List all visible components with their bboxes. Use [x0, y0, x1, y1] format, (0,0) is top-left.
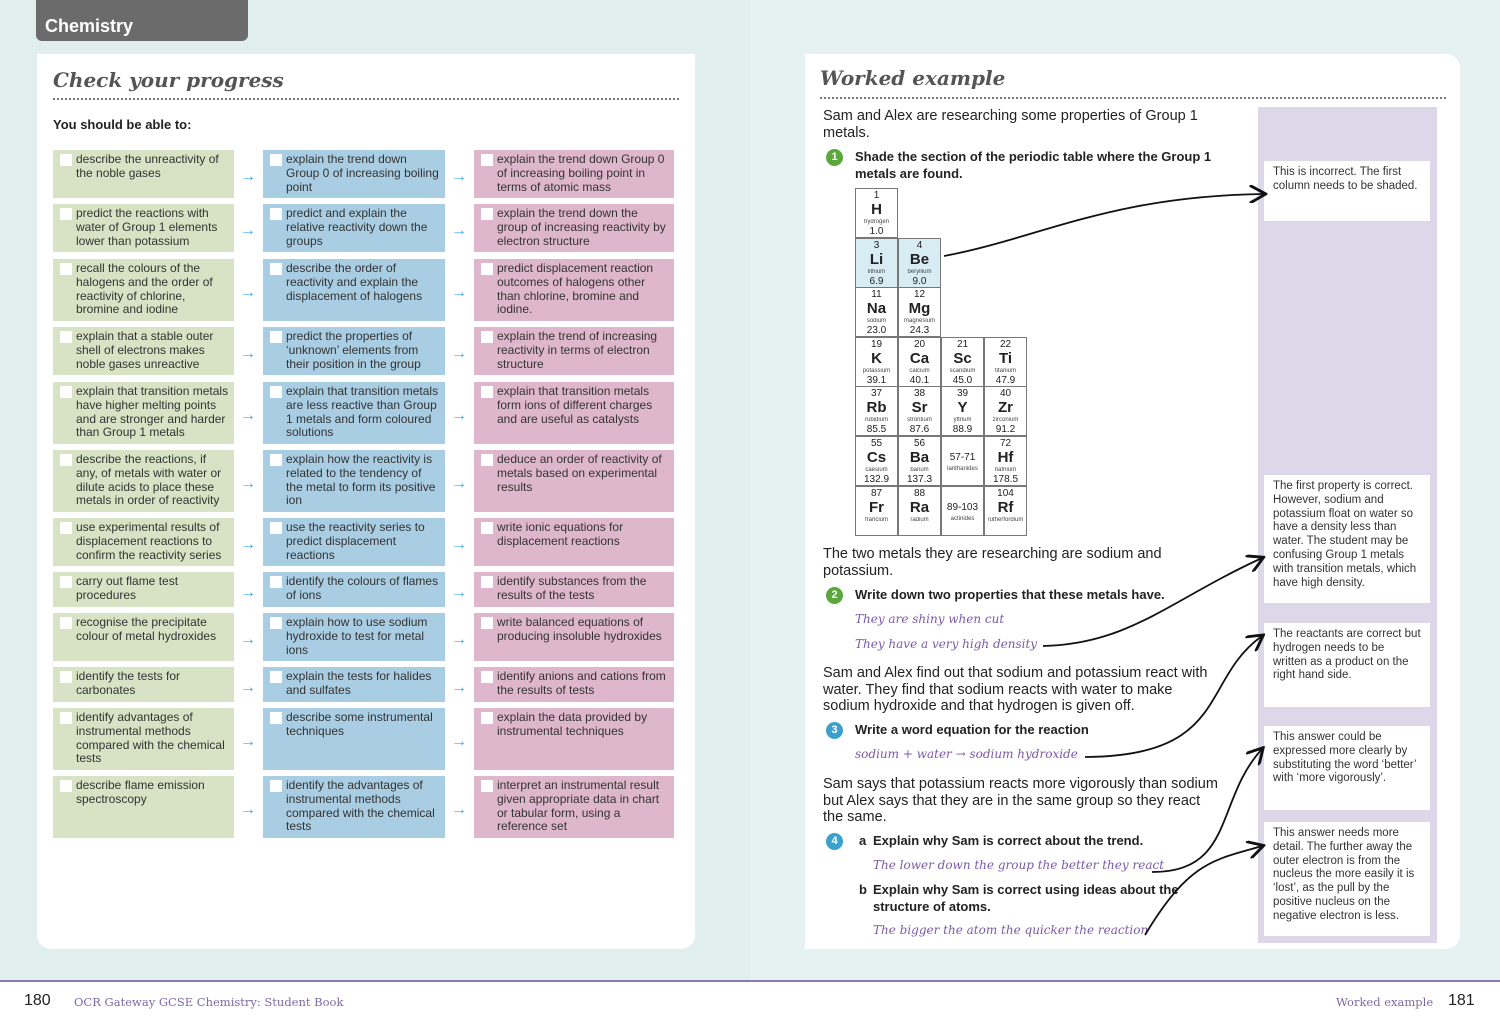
- answer-2a: They are shiny when cut: [855, 612, 1005, 626]
- progress-item-text: use experimental results of displacement reactions to confirm the reactivity series: [76, 520, 222, 562]
- progress-item-standard: [263, 613, 445, 661]
- atomic-mass: 88.9: [952, 424, 973, 436]
- element-symbol: Ca: [909, 349, 930, 367]
- element-symbol: Sr: [911, 399, 928, 417]
- progression-arrow-icon: →: [451, 345, 467, 362]
- checkbox[interactable]: [60, 671, 72, 683]
- atomic-number: 11: [871, 289, 882, 301]
- question-number-1: 1: [826, 149, 843, 166]
- checkbox[interactable]: [270, 208, 282, 220]
- element-cell[interactable]: [855, 337, 898, 387]
- checkbox[interactable]: [270, 331, 282, 343]
- element-symbol: Fr: [869, 498, 884, 516]
- atomic-number: 38: [913, 388, 926, 400]
- element-name: caesium: [865, 467, 888, 473]
- progress-item-higher: [474, 613, 674, 661]
- check-progress-heading: Check your progress: [53, 68, 284, 92]
- checkbox[interactable]: [60, 154, 72, 166]
- element-cell[interactable]: [855, 188, 898, 238]
- worked-example-heading: Worked example: [820, 66, 1006, 90]
- progress-item-higher: [474, 382, 674, 444]
- atomic-number: 1: [873, 190, 880, 201]
- progress-item-foundation: [53, 776, 234, 838]
- checkbox[interactable]: [270, 780, 282, 792]
- progress-item-text: explain the tests for halides and sulfates: [286, 669, 432, 697]
- element-name: radium: [910, 516, 929, 523]
- left-page-number: 180: [24, 992, 51, 1009]
- checkbox[interactable]: [481, 671, 493, 683]
- element-name: yttrium: [953, 417, 972, 424]
- element-cell[interactable]: [855, 486, 898, 536]
- progress-item-standard: [263, 708, 445, 770]
- atomic-mass: 47.9: [995, 374, 1016, 386]
- checkbox[interactable]: [60, 712, 72, 724]
- element-cell[interactable]: [984, 337, 1027, 387]
- checkbox[interactable]: [60, 617, 72, 629]
- checkbox[interactable]: [60, 331, 72, 343]
- checkbox[interactable]: [270, 617, 282, 629]
- checkbox[interactable]: [481, 331, 493, 343]
- progression-arrow-icon: →: [240, 583, 256, 601]
- element-name: hydrogen: [863, 219, 890, 225]
- atomic-mass: 178.5: [992, 474, 1019, 485]
- progression-arrow-icon: →: [451, 678, 467, 696]
- progress-item-higher: [474, 204, 674, 252]
- comment-5: This answer needs more detail. The further away the outer electron is from the nucleus the more easily it is ‘lost’, as the pull by the positive nucleus on the negative electron is less.: [1264, 822, 1430, 936]
- atomic-mass: 137.3: [906, 474, 933, 485]
- progress-item-text: write balanced equations of producing insoluble hydroxides: [497, 615, 662, 643]
- progression-arrow-icon: →: [240, 801, 256, 818]
- atomic-number: 88: [913, 487, 926, 499]
- checkbox[interactable]: [270, 576, 282, 588]
- atomic-mass: 85.5: [866, 424, 887, 436]
- progress-item-text: describe some instrumental techniques: [286, 710, 433, 738]
- atomic-mass: 23.0: [866, 325, 887, 337]
- progress-item-higher: [474, 150, 674, 198]
- element-symbol: Na: [866, 300, 887, 318]
- progress-item-text: predict and explain the relative reactivity down the groups: [286, 206, 428, 248]
- element-name: strontium: [907, 417, 932, 424]
- progress-item-text: identify the colours of flames of ions: [286, 574, 439, 602]
- progress-item-standard: [263, 327, 445, 375]
- paragraph-4: Sam says that potassium reacts more vigorously than sodium but Alex says that they are in the same group so they react the same.: [823, 776, 1218, 825]
- element-name: zirconium: [992, 417, 1019, 424]
- atomic-mass: 91.2: [995, 424, 1016, 436]
- progress-item-higher: [474, 776, 674, 838]
- progression-arrow-icon: →: [451, 801, 467, 818]
- element-cell[interactable]: [941, 486, 984, 536]
- element-symbol: Ra: [909, 498, 930, 516]
- progress-item-text: explain that transition metals form ions of different charges and are useful as catalysts: [497, 384, 653, 426]
- progress-item-text: predict the reactions with water of Group 1 elements lower than potassium: [76, 206, 218, 248]
- atomic-number: 104: [997, 487, 1014, 499]
- question-2-text: Write down two properties that these metals have.: [855, 587, 1165, 602]
- comment-2: The first property is correct. However, sodium and potassium float on water so have a density less than water. The student may be confusing Group 1 metals with transition metals, which have high density.: [1264, 475, 1430, 603]
- atomic-mass: 24.3: [909, 325, 930, 337]
- progression-arrow-icon: →: [240, 345, 256, 362]
- progress-item-text: predict displacement reaction outcomes of halogens other than chlorine, bromine and iodine.: [497, 261, 654, 317]
- progress-item-standard: [263, 667, 445, 702]
- progress-item-text: carry out flame test procedures: [76, 574, 179, 602]
- progression-arrow-icon: →: [451, 631, 467, 648]
- atomic-mass: 9.0: [912, 275, 927, 287]
- book-title: OCR Gateway GCSE Chemistry: Student Book: [74, 995, 344, 1009]
- progression-arrow-icon: →: [451, 475, 467, 492]
- progress-item-text: predict the properties of ‘unknown’ elements from their position in the group: [286, 329, 421, 371]
- atomic-number: 12: [913, 289, 926, 301]
- progress-item-text: explain the trend of increasing reactivity in terms of electron structure: [497, 329, 658, 371]
- progress-item-higher: [474, 450, 674, 512]
- progress-item-higher: [474, 259, 674, 321]
- element-name: lithium: [867, 268, 886, 275]
- progress-item-foundation: [53, 382, 234, 444]
- atomic-number: 40: [999, 388, 1012, 400]
- checkbox[interactable]: [60, 454, 72, 466]
- question-1-text: Shade the section of the periodic table where the Group 1 metals are found.: [855, 149, 1212, 181]
- progress-subheading: You should be able to:: [53, 117, 192, 132]
- atomic-number: 19: [870, 338, 883, 350]
- checkbox[interactable]: [481, 780, 493, 792]
- paragraph-2: The two metals they are researching are sodium and potassium.: [823, 546, 1162, 579]
- chapter-tab: Chemistry: [36, 0, 248, 41]
- atomic-number: 4: [916, 239, 923, 251]
- progression-arrow-icon: →: [240, 678, 256, 696]
- progression-arrow-icon: →: [451, 284, 467, 301]
- checkbox[interactable]: [481, 712, 493, 724]
- atomic-number: 72: [999, 438, 1012, 449]
- checkbox[interactable]: [481, 263, 493, 275]
- progression-arrow-icon: →: [451, 583, 467, 601]
- element-name: calcium: [909, 367, 930, 374]
- checkbox[interactable]: [481, 576, 493, 588]
- checkbox[interactable]: [481, 208, 493, 220]
- progression-arrow-icon: →: [240, 407, 256, 424]
- element-name: magnesium: [903, 318, 935, 325]
- atomic-mass: 132.9: [863, 474, 890, 485]
- element-symbol: Be: [909, 250, 930, 268]
- progress-item-foundation: [53, 204, 234, 252]
- progress-item-standard: [263, 518, 445, 566]
- progress-item-higher: [474, 327, 674, 375]
- element-symbol: Rf: [997, 498, 1014, 516]
- element-cell[interactable]: [898, 287, 941, 337]
- element-range: 57-71: [949, 452, 976, 463]
- progress-item-text: describe flame emission spectroscopy: [76, 778, 205, 806]
- element-name: titanium: [994, 367, 1016, 374]
- element-cell[interactable]: [941, 337, 984, 387]
- progression-arrow-icon: →: [451, 407, 467, 424]
- progress-item-text: explain the trend down the group of increasing reactivity by electron structure: [497, 206, 666, 248]
- element-cell[interactable]: [984, 386, 1027, 436]
- progress-item-standard: [263, 150, 445, 198]
- atomic-number: 20: [913, 338, 926, 350]
- atomic-mass: 1.0: [869, 226, 884, 237]
- progress-item-foundation: [53, 667, 234, 702]
- progress-item-text: identify the tests for carbonates: [76, 669, 181, 697]
- checkbox[interactable]: [60, 780, 72, 792]
- progress-item-foundation: [53, 450, 234, 512]
- progress-item-higher: [474, 708, 674, 770]
- element-symbol: Rb: [866, 399, 887, 417]
- question-4a-text: Explain why Sam is correct about the trend.: [873, 833, 1144, 848]
- checkbox[interactable]: [270, 454, 282, 466]
- atomic-number: 55: [870, 438, 883, 449]
- progress-item-text: explain the trend down Group 0 of increasing boiling point in terms of atomic mass: [497, 152, 665, 194]
- progress-item-text: explain that transition metals are less reactive than Group 1 metals and form coloured solutions: [286, 384, 439, 440]
- element-symbol: Mg: [908, 300, 931, 318]
- progress-item-text: describe the reactions, if any, of metals with water or dilute acids to place these metals in order of reactivity: [76, 452, 222, 508]
- element-cell[interactable]: [984, 436, 1027, 486]
- progress-item-standard: [263, 572, 445, 607]
- paragraph-3: Sam and Alex find out that sodium and potassium react with water. They find that sodium reacts with water to make sodium hydroxide and that hydrogen is given off.: [823, 665, 1208, 714]
- progression-arrow-icon: →: [451, 222, 467, 239]
- progression-arrow-icon: →: [240, 168, 256, 185]
- question-number-2: 2: [826, 587, 843, 604]
- question-3-text: Write a word equation for the reaction: [855, 722, 1089, 737]
- atomic-number: 56: [913, 438, 926, 449]
- checkbox[interactable]: [270, 263, 282, 275]
- progress-item-text: identify the advantages of instrumental methods compared with the chemical tests: [286, 778, 435, 834]
- element-name: sodium: [866, 318, 887, 325]
- element-symbol: Hf: [997, 449, 1014, 466]
- element-cell[interactable]: [855, 436, 898, 486]
- progress-item-text: explain how the reactivity is related to the tendency of the metal to form its positive ion: [286, 452, 436, 508]
- progress-item-text: explain that transition metals have higher melting points and are stronger and harder than Group 1 metals: [76, 384, 229, 440]
- progress-item-text: interpret an instrumental result given appropriate data in chart or tabular form, using a reference set: [497, 778, 660, 834]
- element-cell[interactable]: [898, 486, 941, 536]
- element-cell[interactable]: [898, 238, 941, 288]
- progress-item-text: identify anions and cations from the results of tests: [497, 669, 666, 697]
- question-number-4: 4: [826, 833, 843, 850]
- element-symbol: Zr: [998, 399, 1013, 417]
- progress-item-text: deduce an order of reactivity of metals based on experimental results: [497, 452, 662, 494]
- progress-item-text: describe the order of reactivity and explain the displacement of halogens: [286, 261, 423, 303]
- element-series-name: actinides: [950, 515, 975, 522]
- progress-item-text: recall the colours of the halogens and the order of reactivity of chlorine, bromine and iodine: [76, 261, 213, 317]
- atomic-number: 39: [956, 388, 969, 400]
- progression-arrow-icon: →: [240, 631, 256, 648]
- element-symbol: K: [871, 349, 882, 367]
- progression-arrow-icon: →: [240, 475, 256, 492]
- element-name: hafnium: [994, 467, 1017, 473]
- progress-item-text: explain that a stable outer shell of electrons makes noble gases unreactive: [76, 329, 214, 371]
- element-symbol: Sc: [953, 349, 972, 367]
- atomic-mass: 39.1: [866, 374, 887, 386]
- checkbox[interactable]: [60, 386, 72, 398]
- progress-item-text: explain the trend down Group 0 of increasing boiling point: [286, 152, 439, 194]
- element-name: barium: [910, 467, 929, 473]
- progress-item-text: explain the data provided by instrumental techniques: [497, 710, 648, 738]
- progress-item-foundation: [53, 150, 234, 198]
- checkbox[interactable]: [60, 208, 72, 220]
- atomic-mass: 45.0: [952, 374, 973, 386]
- checkbox[interactable]: [270, 671, 282, 683]
- atomic-mass: 6.9: [869, 275, 884, 287]
- checkbox[interactable]: [270, 386, 282, 398]
- comment-3: The reactants are correct but hydrogen needs to be written as a product on the right hand side.: [1264, 623, 1430, 707]
- element-cell[interactable]: [855, 287, 898, 337]
- progress-item-foundation: [53, 327, 234, 375]
- progress-item-text: recognise the precipitate colour of metal hydroxides: [76, 615, 217, 643]
- element-cell[interactable]: [941, 436, 984, 486]
- progress-item-standard: [263, 450, 445, 512]
- element-symbol: Ba: [909, 449, 930, 466]
- progress-item-standard: [263, 259, 445, 321]
- element-name: beryllium: [907, 268, 932, 275]
- progress-item-standard: [263, 382, 445, 444]
- element-symbol: Cs: [866, 449, 887, 466]
- heading-divider: [53, 98, 679, 100]
- progress-item-foundation: [53, 572, 234, 607]
- atomic-number: 22: [999, 338, 1012, 350]
- element-cell[interactable]: [941, 386, 984, 436]
- atomic-number: 3: [873, 239, 880, 251]
- checkbox[interactable]: [481, 454, 493, 466]
- heading-divider-right: [820, 97, 1446, 99]
- element-symbol: Ti: [998, 349, 1013, 367]
- checkbox[interactable]: [270, 154, 282, 166]
- progress-item-higher: [474, 518, 674, 566]
- progress-item-standard: [263, 204, 445, 252]
- progression-arrow-icon: →: [240, 733, 256, 750]
- progress-item-higher: [474, 572, 674, 607]
- progression-arrow-icon: →: [240, 536, 256, 553]
- progress-item-text: write ionic equations for displacement reactions: [497, 520, 624, 548]
- progression-arrow-icon: →: [451, 733, 467, 750]
- element-cell[interactable]: [898, 386, 941, 436]
- intro-text: Sam and Alex are researching some properties of Group 1 metals.: [823, 108, 1198, 141]
- footer-section-title: Worked example: [1336, 995, 1434, 1009]
- element-cell[interactable]: [898, 436, 941, 486]
- element-symbol: Li: [869, 250, 884, 268]
- progress-item-foundation: [53, 518, 234, 566]
- question-4a-label: a: [859, 833, 867, 848]
- element-cell[interactable]: [984, 486, 1027, 536]
- progress-item-standard: [263, 776, 445, 838]
- answer-4a: The lower down the group the better they react: [873, 858, 1165, 872]
- checkbox[interactable]: [270, 712, 282, 724]
- atomic-number: 21: [956, 338, 969, 350]
- atomic-mass: 40.1: [909, 374, 930, 386]
- progress-item-text: use the reactivity series to predict displacement reactions: [286, 520, 425, 562]
- answer-3: sodium + water → sodium hydroxide: [855, 747, 1078, 761]
- comment-1: This is incorrect. The first column needs to be shaded.: [1264, 161, 1430, 221]
- progression-arrow-icon: →: [451, 536, 467, 553]
- element-name: rubidium: [864, 417, 888, 424]
- element-name: potassium: [862, 367, 891, 374]
- element-cell[interactable]: [855, 238, 898, 288]
- progress-item-higher: [474, 667, 674, 702]
- checkbox[interactable]: [60, 263, 72, 275]
- atomic-mass: 87.6: [909, 424, 930, 436]
- right-page-number: 181: [1448, 992, 1475, 1009]
- checkbox[interactable]: [481, 386, 493, 398]
- atomic-number: 87: [870, 487, 883, 499]
- element-name: rutherfordium: [987, 516, 1024, 523]
- progression-arrow-icon: →: [451, 168, 467, 185]
- checkbox[interactable]: [270, 522, 282, 534]
- element-range: 89-103: [946, 501, 979, 513]
- comment-4: This answer could be expressed more clearly by substituting the word ‘better’ with ‘more vigorously’.: [1264, 726, 1430, 810]
- progress-item-text: explain how to use sodium hydroxide to test for metal ions: [286, 615, 428, 657]
- element-name: francium: [864, 516, 888, 523]
- element-symbol: Y: [957, 399, 968, 417]
- progress-item-foundation: [53, 259, 234, 321]
- element-series-name: lanthanides: [947, 466, 978, 472]
- progress-item-text: describe the unreactivity of the noble gases: [76, 152, 219, 180]
- checkbox[interactable]: [481, 154, 493, 166]
- progress-item-text: identify substances from the results of the tests: [497, 574, 647, 602]
- progress-item-foundation: [53, 613, 234, 661]
- checkbox[interactable]: [481, 522, 493, 534]
- element-cell[interactable]: [855, 386, 898, 436]
- progress-item-text: identify advantages of instrumental methods compared with the chemical tests: [76, 710, 225, 766]
- atomic-number: 37: [870, 388, 883, 400]
- element-name: scandium: [949, 367, 976, 374]
- question-4b-text: Explain why Sam is correct using ideas about the structure of atoms.: [873, 882, 1179, 914]
- element-symbol: H: [871, 201, 882, 218]
- checkbox[interactable]: [481, 617, 493, 629]
- answer-4b: The bigger the atom the quicker the reaction: [873, 923, 1149, 937]
- question-4b-label: b: [859, 882, 867, 897]
- checkbox[interactable]: [60, 576, 72, 588]
- question-number-3: 3: [826, 722, 843, 739]
- answer-2b: They have a very high density: [855, 637, 1038, 651]
- checkbox[interactable]: [60, 522, 72, 534]
- progression-arrow-icon: →: [240, 284, 256, 301]
- element-cell[interactable]: [898, 337, 941, 387]
- progress-item-foundation: [53, 708, 234, 770]
- progression-arrow-icon: →: [240, 222, 256, 239]
